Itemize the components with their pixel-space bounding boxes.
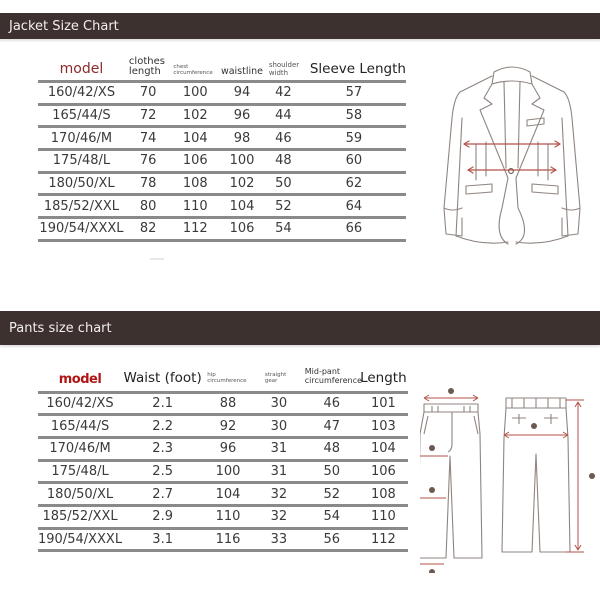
table-row [38, 150, 406, 173]
cell-shoulder: 52 [275, 198, 292, 214]
cell-hip: 100 [215, 464, 241, 479]
jacket-col-model: model [59, 61, 104, 77]
cell-chest: 108 [182, 176, 208, 192]
cell-shoulder: 42 [275, 85, 292, 101]
cell-clothes-length: 78 [139, 176, 157, 192]
cell-midpant: 46 [323, 395, 341, 411]
cell-sleeve: 57 [345, 85, 363, 101]
cell-model: 170/46/M [50, 130, 113, 146]
cell-model: 180/50/XL [48, 176, 115, 192]
cell-clothes-length: 72 [139, 108, 157, 124]
cell-chest: 102 [182, 108, 208, 124]
cell-length: 106 [370, 464, 396, 479]
cell-model: 180/50/XL [46, 486, 114, 502]
cell-chest: 104 [182, 130, 208, 146]
cell-waist: 2.7 [152, 486, 173, 502]
pants-col-length: Length [360, 370, 407, 387]
cell-waistline: 104 [229, 198, 255, 214]
cell-model: 165/44/S [50, 418, 110, 434]
cell-shoulder: 50 [275, 176, 292, 192]
cell-shoulder: 46 [275, 130, 292, 146]
table-row [38, 104, 406, 127]
pants-front [420, 404, 482, 558]
cell-midpant: 48 [323, 441, 341, 457]
cell-model: 170/46/M [49, 441, 111, 457]
table-row [38, 392, 408, 415]
cell-waist: 2.1 [152, 395, 173, 411]
jacket-size-table [38, 57, 406, 242]
table-row [38, 483, 408, 506]
cell-model: 175/48/L [51, 464, 109, 479]
table-row [38, 195, 406, 218]
cell-midpant: 47 [323, 418, 341, 434]
cell-waistline: 96 [233, 108, 251, 124]
table-row [38, 127, 406, 150]
cell-midpant: 52 [323, 486, 341, 502]
cell-straight: 32 [270, 486, 288, 502]
table-row [38, 172, 406, 195]
pants-col-midpant: Mid-pant circumference [304, 367, 362, 385]
cell-hip: 88 [219, 395, 237, 411]
jacket-size-chart-header [0, 13, 600, 39]
jacket-col-shoulder: shoulder width [268, 61, 300, 77]
cell-length: 104 [370, 441, 396, 457]
cell-sleeve: 60 [345, 153, 363, 169]
cell-hip: 96 [219, 441, 237, 457]
cell-hip: 116 [215, 532, 241, 548]
cell-clothes-length: 80 [139, 198, 157, 214]
cell-waistline: 102 [229, 176, 255, 192]
cell-model: 160/42/XS [46, 395, 114, 411]
cell-clothes-length: 76 [139, 153, 157, 169]
cell-clothes-length: 82 [139, 221, 157, 237]
jacket-col-sleeve: Sleeve Length [309, 60, 406, 77]
table-row [38, 415, 408, 438]
jacket-col-clothes-length: clothes length [128, 56, 165, 77]
cell-model: 165/44/S [52, 108, 111, 124]
table-row [38, 437, 408, 460]
cell-model: 175/48/L [52, 153, 111, 169]
cell-straight: 30 [270, 418, 288, 434]
cell-clothes-length: 70 [139, 85, 157, 101]
cell-sleeve: 66 [345, 221, 363, 237]
cell-chest: 100 [182, 85, 208, 101]
jacket-col-waistline: waistline [220, 65, 264, 77]
cell-midpant: 54 [323, 509, 341, 525]
jacket-header-row [38, 57, 406, 82]
cell-model: 190/54/XXXL [39, 221, 124, 237]
cell-waist: 3.1 [152, 532, 173, 548]
cell-midpant: 56 [323, 532, 341, 548]
cell-shoulder: 44 [275, 108, 292, 124]
table-row [38, 460, 408, 483]
cell-straight: 31 [270, 464, 288, 479]
cell-waist: 2.9 [152, 509, 173, 525]
cell-sleeve: 59 [345, 130, 363, 146]
table-row [38, 218, 406, 241]
cell-midpant: 50 [323, 464, 341, 479]
jacket-col-chest: chest circumference [173, 64, 213, 77]
jacket-chart-title: Jacket Size Chart [9, 18, 119, 34]
cell-hip: 104 [215, 486, 241, 502]
cell-shoulder: 48 [275, 153, 292, 169]
cell-waist: 2.5 [152, 464, 173, 479]
cell-clothes-length: 74 [139, 130, 157, 146]
pants-col-model: model [58, 371, 102, 387]
cell-waistline: 100 [229, 153, 255, 169]
pants-back [502, 398, 570, 552]
pants-col-waist: Waist (foot) [123, 370, 202, 387]
pants-size-chart-header [0, 311, 600, 345]
cell-chest: 110 [182, 198, 208, 214]
cell-model: 160/42/XS [47, 85, 116, 101]
cell-length: 112 [370, 532, 396, 548]
table-row [38, 82, 406, 105]
cell-length: 101 [370, 395, 396, 411]
faint-mark [150, 258, 164, 260]
cell-straight: 31 [270, 441, 288, 457]
jacket-diagram-icon [432, 58, 592, 248]
cell-sleeve: 58 [345, 108, 363, 124]
cell-model: 190/54/XXXL [38, 532, 123, 548]
cell-waistline: 94 [233, 85, 251, 101]
table-row [38, 528, 408, 551]
cell-model: 185/52/XXL [42, 509, 118, 525]
cell-hip: 92 [219, 418, 237, 434]
cell-waist: 2.3 [152, 441, 173, 457]
cell-straight: 30 [270, 395, 288, 411]
cell-length: 103 [370, 418, 396, 434]
cell-shoulder: 54 [275, 221, 292, 237]
cell-length: 110 [370, 509, 396, 525]
cell-hip: 110 [215, 509, 241, 525]
cell-model: 185/52/XXL [43, 198, 120, 214]
pants-size-table [38, 368, 408, 552]
cell-waist: 2.2 [152, 418, 173, 434]
table-row [38, 506, 408, 529]
pants-col-straight: straight gear [264, 372, 287, 384]
pants-header-row [38, 368, 408, 392]
cell-straight: 33 [270, 532, 288, 548]
cell-chest: 106 [182, 153, 208, 169]
cell-waistline: 98 [233, 130, 251, 146]
cell-chest: 112 [182, 221, 208, 237]
cell-length: 108 [370, 486, 396, 502]
cell-waistline: 106 [229, 221, 255, 237]
cell-sleeve: 62 [345, 176, 363, 192]
cell-straight: 32 [270, 509, 288, 525]
pants-col-hip: hip circumference [207, 372, 247, 384]
cell-sleeve: 64 [345, 198, 363, 214]
pants-chart-title: Pants size chart [9, 320, 112, 336]
pants-diagram-icon [420, 378, 600, 573]
